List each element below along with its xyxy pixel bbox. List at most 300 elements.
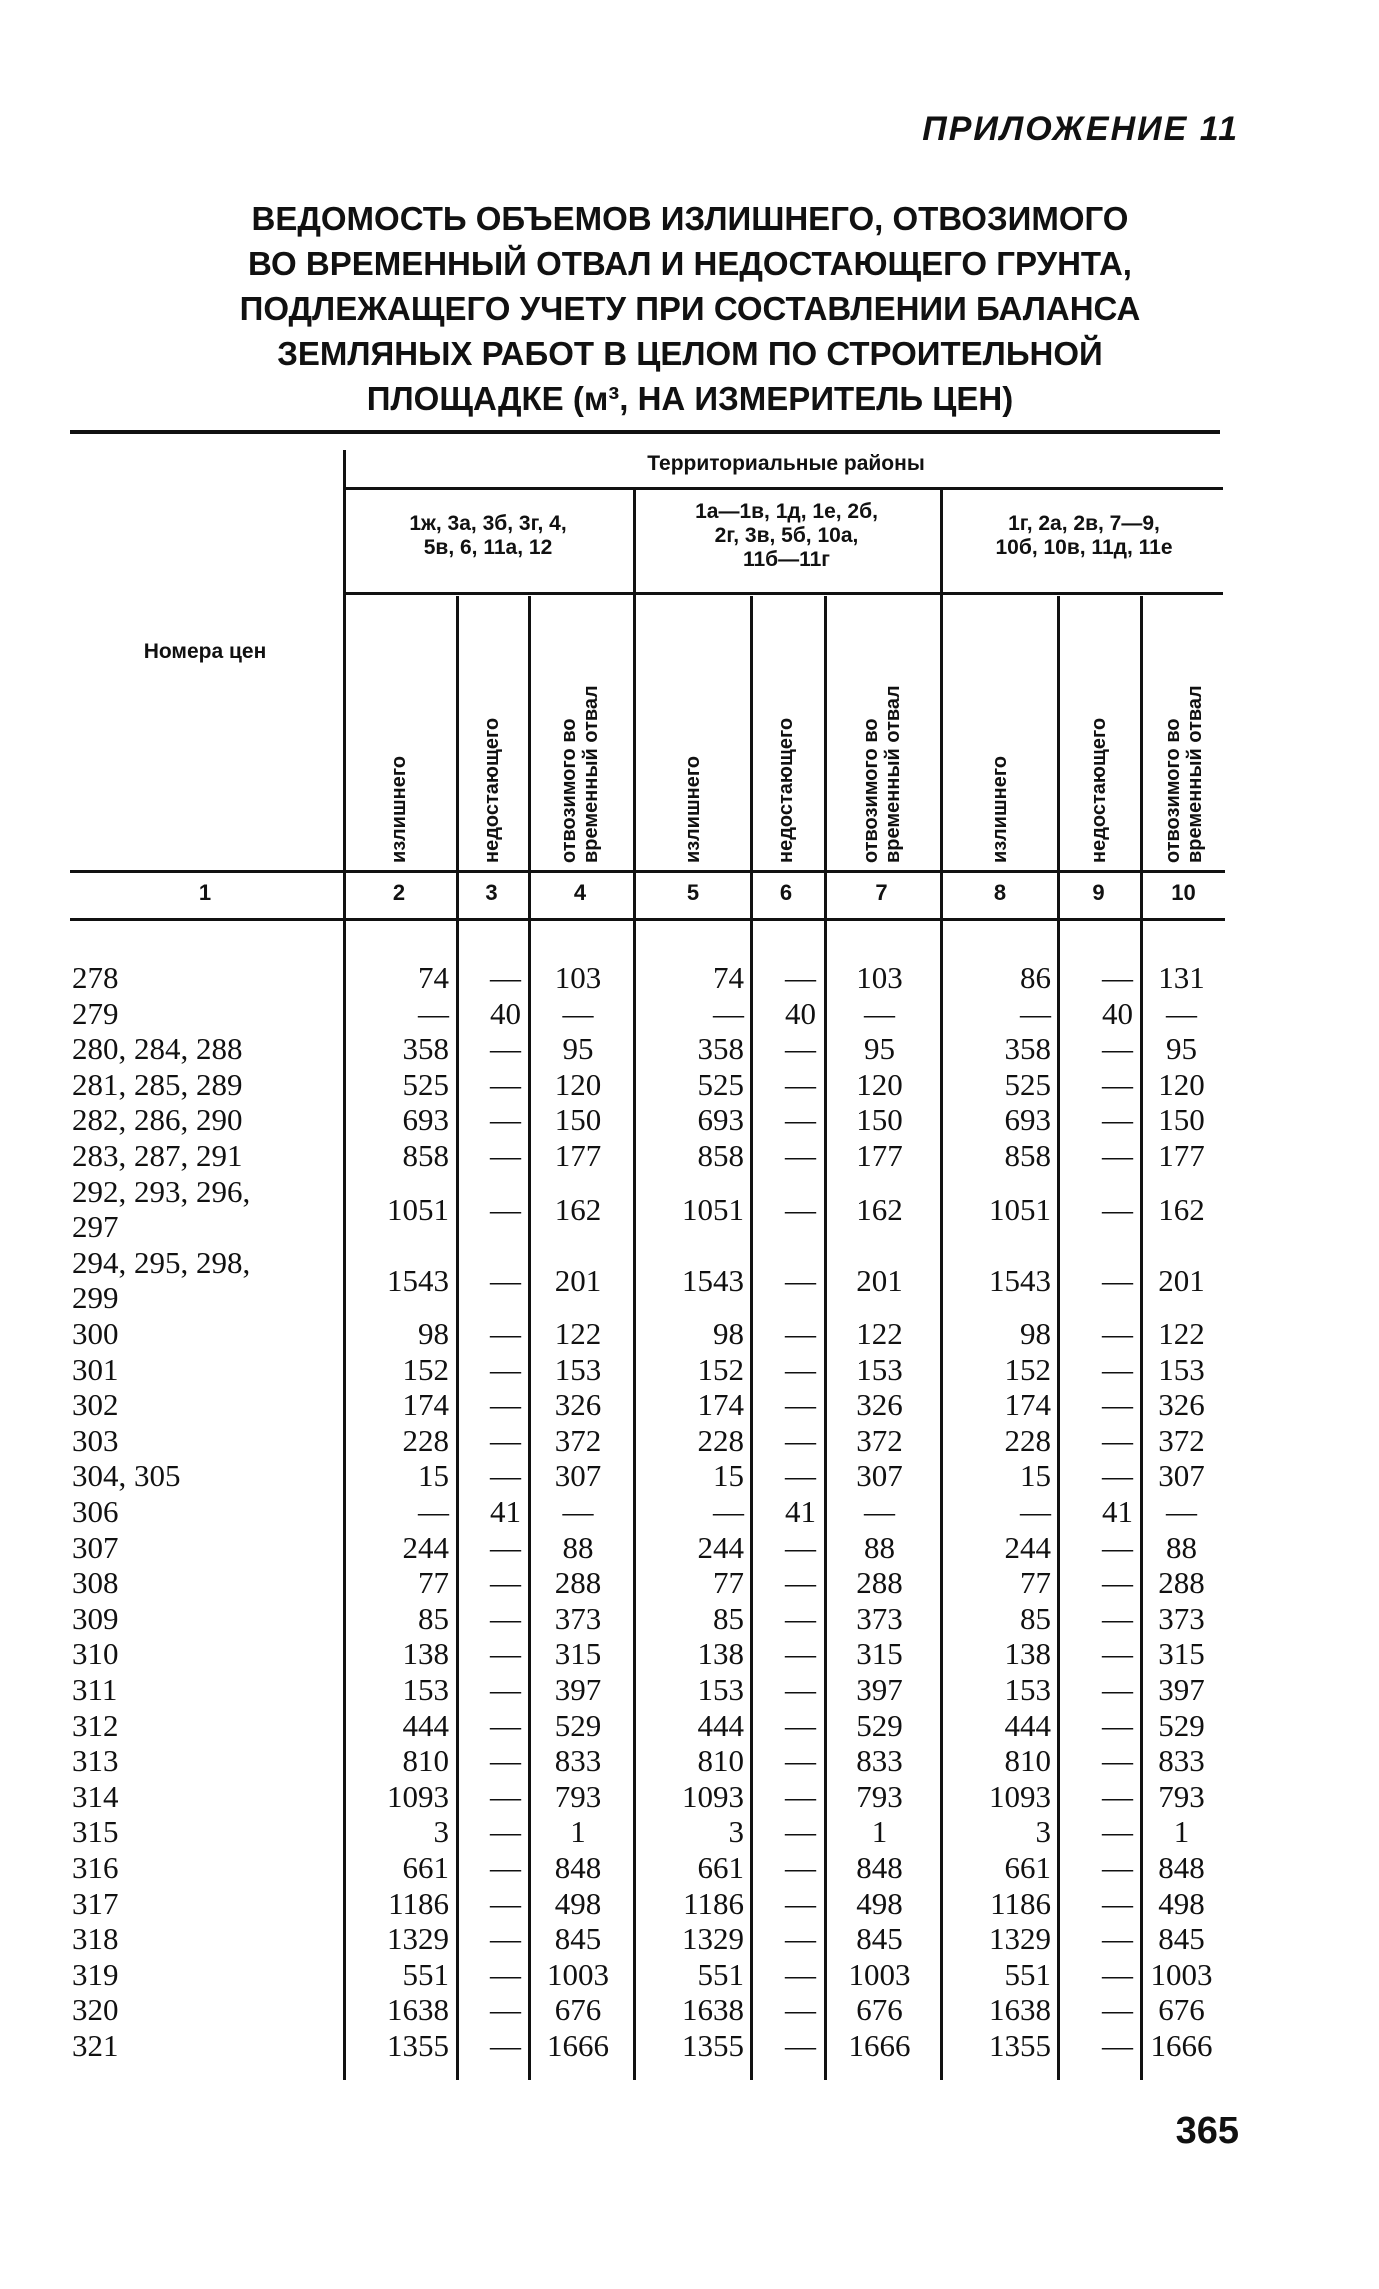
region-group-line: 2г, 3в, 5б, 10а, bbox=[714, 524, 859, 547]
removed-value: 74 bbox=[418, 960, 449, 995]
removed-value: 15 bbox=[418, 1458, 449, 1493]
excess-value: — bbox=[1102, 1814, 1133, 1849]
label-line: 321 bbox=[72, 2028, 119, 2063]
region-group-line: 5в, 6, 11а, 12 bbox=[423, 536, 553, 559]
shortage-value: — bbox=[864, 1494, 895, 1529]
removed-value: 1355 bbox=[387, 2028, 449, 2063]
shortage-value: 676 bbox=[856, 1992, 903, 2027]
shortage-value: — bbox=[864, 996, 895, 1031]
table-row bbox=[0, 1067, 1379, 1102]
label-line: 302 bbox=[72, 1387, 119, 1422]
table-row bbox=[0, 1458, 1379, 1493]
excess-value: — bbox=[1102, 1743, 1133, 1778]
shortage-value: 372 bbox=[554, 1423, 602, 1458]
removed-value: — bbox=[418, 1494, 449, 1529]
table-row bbox=[0, 1031, 1379, 1066]
excess-value: — bbox=[490, 1565, 521, 1600]
table-row bbox=[0, 1672, 1379, 1707]
removed-value: 153 bbox=[697, 1672, 744, 1707]
price-number-label bbox=[72, 1530, 119, 1565]
excess-value: — bbox=[785, 1458, 816, 1493]
price-number-label bbox=[72, 1494, 119, 1529]
removed-value: 98 bbox=[1020, 1316, 1051, 1351]
label-line: 297 bbox=[72, 1209, 119, 1244]
removed-value: 1543 bbox=[989, 1263, 1051, 1298]
excess-value: — bbox=[490, 1601, 521, 1636]
shortage-value: — bbox=[562, 1494, 594, 1529]
removed-value: 1543 bbox=[682, 1263, 744, 1298]
label-line: 313 bbox=[72, 1743, 119, 1778]
shortage-value: 162 bbox=[1158, 1192, 1205, 1227]
removed-value: 1329 bbox=[989, 1921, 1051, 1956]
shortage-value: 288 bbox=[856, 1565, 903, 1600]
removed-value: 15 bbox=[713, 1458, 744, 1493]
excess-value: — bbox=[490, 1102, 521, 1137]
sub-header-line: недостающего bbox=[775, 717, 797, 863]
table-row bbox=[0, 1245, 1379, 1315]
removed-value: 152 bbox=[1004, 1352, 1051, 1387]
shortage-value: 307 bbox=[1158, 1458, 1205, 1493]
removed-value: 77 bbox=[1020, 1565, 1051, 1600]
sub-header-line: временный отвал bbox=[580, 685, 602, 863]
removed-value: 444 bbox=[697, 1708, 744, 1743]
shortage-value: 95 bbox=[562, 1031, 594, 1066]
removed-value: 525 bbox=[1004, 1067, 1051, 1102]
removed-value: 85 bbox=[418, 1601, 449, 1636]
shortage-value: 307 bbox=[856, 1458, 903, 1493]
shortage-value: 150 bbox=[856, 1102, 903, 1137]
removed-value: 174 bbox=[697, 1387, 744, 1422]
removed-value: 98 bbox=[418, 1316, 449, 1351]
price-number-label bbox=[72, 1031, 243, 1066]
excess-value: — bbox=[490, 1957, 521, 1992]
table-row bbox=[0, 1743, 1379, 1778]
excess-value: — bbox=[490, 1263, 521, 1298]
label-line: 282, 286, 290 bbox=[72, 1102, 243, 1137]
removed-value: 85 bbox=[713, 1601, 744, 1636]
price-number-label bbox=[72, 1102, 243, 1137]
removed-value: 1543 bbox=[387, 1263, 449, 1298]
excess-value: — bbox=[785, 1992, 816, 2027]
removed-value: 1638 bbox=[387, 1992, 449, 2027]
header-rule bbox=[343, 487, 1223, 490]
removed-value: 244 bbox=[697, 1530, 744, 1565]
price-number-label bbox=[72, 1743, 119, 1778]
excess-value: 40 bbox=[490, 996, 521, 1031]
header-sub-removed bbox=[1162, 605, 1206, 863]
excess-value: — bbox=[1102, 1850, 1133, 1885]
price-number-label bbox=[72, 1672, 117, 1707]
shortage-value: 1003 bbox=[547, 1957, 609, 1992]
excess-value: — bbox=[490, 1192, 521, 1227]
shortage-value: 120 bbox=[554, 1067, 602, 1102]
removed-value: 1093 bbox=[682, 1779, 744, 1814]
shortage-value: 833 bbox=[1158, 1743, 1205, 1778]
label-line: 311 bbox=[72, 1672, 118, 1707]
label-line: 309 bbox=[72, 1601, 119, 1636]
shortage-value: 397 bbox=[1158, 1672, 1205, 1707]
price-number-label bbox=[72, 1886, 119, 1921]
table-row bbox=[0, 1992, 1379, 2027]
shortage-value: 122 bbox=[1158, 1316, 1205, 1351]
excess-value: — bbox=[785, 1138, 816, 1173]
header-rule bbox=[343, 592, 1223, 595]
excess-value: — bbox=[490, 1992, 521, 2027]
shortage-value: 1 bbox=[871, 1814, 888, 1849]
excess-value: — bbox=[1102, 1957, 1133, 1992]
price-number-label bbox=[72, 1138, 243, 1173]
shortage-value: 201 bbox=[554, 1263, 602, 1298]
header-sub-shortage bbox=[1088, 605, 1110, 863]
removed-value: 661 bbox=[402, 1850, 449, 1885]
removed-value: 1093 bbox=[989, 1779, 1051, 1814]
excess-value: — bbox=[785, 1921, 816, 1956]
removed-value: 3 bbox=[1035, 1814, 1051, 1849]
shortage-value: 1666 bbox=[848, 2028, 911, 2063]
label-line: 308 bbox=[72, 1565, 119, 1600]
header-rule bbox=[70, 918, 1225, 921]
table-row bbox=[0, 1565, 1379, 1600]
excess-value: — bbox=[490, 1067, 521, 1102]
removed-value: 858 bbox=[402, 1138, 449, 1173]
excess-value: — bbox=[785, 1779, 816, 1814]
removed-value: 1093 bbox=[387, 1779, 449, 1814]
removed-value: 1186 bbox=[683, 1886, 744, 1921]
header-region-group bbox=[943, 512, 1225, 560]
column-number: 6 bbox=[779, 880, 793, 905]
removed-value: 525 bbox=[402, 1067, 449, 1102]
price-number-label bbox=[72, 1957, 119, 1992]
excess-value: — bbox=[490, 1921, 521, 1956]
excess-value: 40 bbox=[1102, 996, 1133, 1031]
header-sub-removed bbox=[860, 605, 904, 863]
label-line: 283, 287, 291 bbox=[72, 1138, 243, 1173]
removed-value: 152 bbox=[697, 1352, 744, 1387]
table-row bbox=[0, 1886, 1379, 1921]
table-row bbox=[0, 1921, 1379, 1956]
price-number-label bbox=[72, 1850, 119, 1885]
shortage-value: 529 bbox=[554, 1708, 602, 1743]
shortage-value: 95 bbox=[864, 1031, 895, 1066]
removed-value: 551 bbox=[1004, 1957, 1051, 1992]
label-line: 317 bbox=[72, 1886, 119, 1921]
sub-header-line: отвозимого во bbox=[558, 718, 580, 863]
shortage-value: 372 bbox=[1158, 1423, 1205, 1458]
table-row bbox=[0, 1494, 1379, 1529]
table-row bbox=[0, 1601, 1379, 1636]
shortage-value: 373 bbox=[554, 1601, 602, 1636]
removed-value: 661 bbox=[697, 1850, 744, 1885]
removed-value: 1329 bbox=[682, 1921, 744, 1956]
shortage-value: 1666 bbox=[547, 2028, 609, 2063]
label-line: 301 bbox=[72, 1352, 119, 1387]
title-line: ПЛОЩАДКЕ (м³, НА ИЗМЕРИТЕЛЬ ЦЕН) bbox=[366, 380, 1014, 417]
shortage-value: 397 bbox=[554, 1672, 602, 1707]
price-number-label bbox=[72, 1352, 119, 1387]
header-territorial: Территориальные районы bbox=[647, 452, 925, 475]
shortage-value: 122 bbox=[856, 1316, 903, 1351]
excess-value: — bbox=[490, 1708, 521, 1743]
removed-value: — bbox=[418, 996, 449, 1031]
shortage-value: 201 bbox=[1158, 1263, 1205, 1298]
excess-value: 41 bbox=[490, 1494, 521, 1529]
label-line: 281, 285, 289 bbox=[72, 1067, 243, 1102]
removed-value: 444 bbox=[402, 1708, 449, 1743]
shortage-value: 397 bbox=[856, 1672, 903, 1707]
table-row bbox=[0, 1387, 1379, 1422]
column-number: 8 bbox=[993, 880, 1007, 905]
shortage-value: 833 bbox=[554, 1743, 602, 1778]
shortage-value: 833 bbox=[856, 1743, 903, 1778]
excess-value: — bbox=[785, 1850, 816, 1885]
removed-value: 228 bbox=[697, 1423, 744, 1458]
excess-value: — bbox=[785, 1192, 816, 1227]
shortage-value: 288 bbox=[1158, 1565, 1205, 1600]
price-number-label bbox=[72, 1067, 243, 1102]
label-line: 314 bbox=[72, 1779, 119, 1814]
excess-value: — bbox=[1102, 1138, 1133, 1173]
price-number-label bbox=[72, 1423, 119, 1458]
excess-value: 41 bbox=[1102, 1494, 1133, 1529]
region-group-line: 11б—11г bbox=[742, 548, 831, 571]
removed-value: 228 bbox=[402, 1423, 449, 1458]
removed-value: 3 bbox=[728, 1814, 744, 1849]
removed-value: 15 bbox=[1020, 1458, 1051, 1493]
shortage-value: 307 bbox=[554, 1458, 602, 1493]
removed-value: 1051 bbox=[682, 1192, 744, 1227]
shortage-value: 120 bbox=[856, 1067, 903, 1102]
table-row bbox=[0, 1850, 1379, 1885]
title-line: ПОДЛЕЖАЩЕГО УЧЕТУ ПРИ СОСТАВЛЕНИИ БАЛАНСА bbox=[239, 290, 1141, 327]
table-row bbox=[0, 1138, 1379, 1173]
sub-header-line: излишнего bbox=[388, 755, 410, 863]
shortage-value: 1 bbox=[570, 1814, 586, 1849]
excess-value: — bbox=[1102, 1530, 1133, 1565]
removed-value: 1329 bbox=[387, 1921, 449, 1956]
excess-value: — bbox=[785, 1423, 816, 1458]
removed-value: 858 bbox=[697, 1138, 744, 1173]
title-line: ВЕДОМОСТЬ ОБЪЕМОВ ИЗЛИШНЕГО, ОТВОЗИМОГО bbox=[251, 200, 1129, 237]
price-number-label bbox=[72, 1601, 119, 1636]
label-line: 300 bbox=[72, 1316, 119, 1351]
sub-header-line: недостающего bbox=[481, 717, 503, 863]
table-row bbox=[0, 2028, 1379, 2063]
excess-value: — bbox=[785, 1102, 816, 1137]
header-sub-removed bbox=[558, 605, 602, 863]
excess-value: — bbox=[1102, 2028, 1133, 2063]
header-sub-excess bbox=[388, 605, 410, 863]
removed-value: 85 bbox=[1020, 1601, 1051, 1636]
excess-value: — bbox=[1102, 1886, 1133, 1921]
sub-header-line: временный отвал bbox=[882, 685, 904, 863]
excess-value: — bbox=[1102, 1672, 1133, 1707]
removed-value: 551 bbox=[697, 1957, 744, 1992]
shortage-value: — bbox=[1166, 1494, 1197, 1529]
shortage-value: 373 bbox=[856, 1601, 903, 1636]
excess-value: — bbox=[1102, 1031, 1133, 1066]
removed-value: 244 bbox=[1004, 1530, 1051, 1565]
excess-value: — bbox=[785, 1565, 816, 1600]
excess-value: — bbox=[1102, 1708, 1133, 1743]
region-group-line: 10б, 10в, 11д, 11е bbox=[995, 536, 1173, 559]
removed-value: 810 bbox=[1004, 1743, 1051, 1778]
excess-value: — bbox=[1102, 1352, 1133, 1387]
excess-value: — bbox=[490, 1743, 521, 1778]
label-line: 320 bbox=[72, 1992, 119, 2027]
header-sub-excess bbox=[989, 605, 1011, 863]
shortage-value: 373 bbox=[1158, 1601, 1205, 1636]
removed-value: 1638 bbox=[989, 1992, 1051, 2027]
removed-value: — bbox=[1020, 996, 1051, 1031]
shortage-value: 88 bbox=[1166, 1530, 1197, 1565]
excess-value: — bbox=[1102, 1779, 1133, 1814]
table-row bbox=[0, 1352, 1379, 1387]
removed-value: 153 bbox=[402, 1672, 449, 1707]
excess-value: — bbox=[785, 1957, 816, 1992]
excess-value: — bbox=[785, 1031, 816, 1066]
shortage-value: 153 bbox=[554, 1352, 602, 1387]
excess-value: — bbox=[785, 960, 816, 995]
sub-header-line: излишнего bbox=[989, 755, 1011, 863]
excess-value: — bbox=[490, 960, 521, 995]
removed-value: 1051 bbox=[989, 1192, 1051, 1227]
shortage-value: 288 bbox=[554, 1565, 602, 1600]
page-number: 365 bbox=[1175, 2110, 1239, 2152]
shortage-value: 326 bbox=[554, 1387, 602, 1422]
removed-value: 1355 bbox=[989, 2028, 1051, 2063]
table-row bbox=[0, 996, 1379, 1031]
excess-value: 41 bbox=[785, 1494, 816, 1529]
sub-header-line: отвозимого во bbox=[860, 718, 882, 863]
appendix-label: ПРИЛОЖЕНИЕ 11 bbox=[922, 110, 1239, 148]
excess-value: — bbox=[1102, 1636, 1133, 1671]
shortage-value: 793 bbox=[856, 1779, 903, 1814]
shortage-value: 848 bbox=[1158, 1850, 1205, 1885]
shortage-value: 326 bbox=[856, 1387, 903, 1422]
removed-value: 661 bbox=[1004, 1850, 1051, 1885]
removed-value: 693 bbox=[402, 1102, 449, 1137]
shortage-value: 1003 bbox=[848, 1957, 911, 1992]
price-number-label bbox=[72, 1174, 250, 1244]
column-number: 1 bbox=[198, 880, 212, 905]
removed-value: 77 bbox=[713, 1565, 744, 1600]
table-row bbox=[0, 1174, 1379, 1244]
column-number: 7 bbox=[875, 880, 888, 905]
label-line: 312 bbox=[72, 1708, 119, 1743]
table-row bbox=[0, 1957, 1379, 1992]
excess-value: — bbox=[785, 1530, 816, 1565]
header-sub-shortage bbox=[775, 605, 797, 863]
price-number-label bbox=[72, 1316, 119, 1351]
table-row bbox=[0, 960, 1379, 995]
header-price-numbers: Номера цен bbox=[143, 640, 267, 663]
column-number: 2 bbox=[392, 880, 406, 905]
excess-value: — bbox=[490, 1316, 521, 1351]
excess-value: 40 bbox=[785, 996, 816, 1031]
excess-value: — bbox=[785, 2028, 816, 2063]
excess-value: — bbox=[1102, 1102, 1133, 1137]
label-line: 294, 295, 298, bbox=[72, 1245, 251, 1280]
removed-value: 1051 bbox=[387, 1192, 449, 1227]
label-line: 278 bbox=[72, 960, 119, 995]
excess-value: — bbox=[1102, 1192, 1133, 1227]
excess-value: — bbox=[1102, 1565, 1133, 1600]
shortage-value: 95 bbox=[1166, 1031, 1197, 1066]
shortage-value: 848 bbox=[856, 1850, 903, 1885]
excess-value: — bbox=[490, 1530, 521, 1565]
sub-header-line: временный отвал bbox=[1184, 685, 1206, 863]
excess-value: — bbox=[490, 1387, 521, 1422]
label-line: 292, 293, 296, bbox=[72, 1174, 251, 1209]
removed-value: — bbox=[713, 1494, 744, 1529]
removed-value: 3 bbox=[433, 1814, 449, 1849]
price-number-label bbox=[72, 1814, 119, 1849]
label-line: 315 bbox=[72, 1814, 119, 1849]
shortage-value: 372 bbox=[856, 1423, 903, 1458]
shortage-value: 793 bbox=[1158, 1779, 1205, 1814]
removed-value: 810 bbox=[697, 1743, 744, 1778]
shortage-value: 845 bbox=[554, 1921, 602, 1956]
header-sub-shortage bbox=[481, 605, 503, 863]
price-number-label bbox=[72, 1387, 119, 1422]
removed-value: 358 bbox=[697, 1031, 744, 1066]
table-row bbox=[0, 1779, 1379, 1814]
shortage-value: 676 bbox=[1158, 1992, 1205, 2027]
header-region-group bbox=[636, 500, 937, 572]
shortage-value: 150 bbox=[554, 1102, 602, 1137]
excess-value: — bbox=[1102, 1067, 1133, 1102]
shortage-value: 153 bbox=[1158, 1352, 1205, 1387]
price-number-label bbox=[72, 2028, 119, 2063]
label-line: 318 bbox=[72, 1921, 119, 1956]
removed-value: 244 bbox=[402, 1530, 449, 1565]
removed-value: 98 bbox=[713, 1316, 744, 1351]
header-region-group bbox=[346, 512, 630, 560]
document-title bbox=[110, 196, 1270, 421]
removed-value: 444 bbox=[1004, 1708, 1051, 1743]
removed-value: 86 bbox=[1020, 960, 1051, 995]
shortage-value: 177 bbox=[1158, 1138, 1205, 1173]
shortage-value: 1666 bbox=[1150, 2028, 1213, 2063]
removed-value: 1355 bbox=[682, 2028, 744, 2063]
excess-value: — bbox=[785, 1352, 816, 1387]
excess-value: — bbox=[785, 1067, 816, 1102]
price-number-label bbox=[72, 1565, 119, 1600]
shortage-value: 122 bbox=[554, 1316, 602, 1351]
excess-value: — bbox=[1102, 1992, 1133, 2027]
shortage-value: 529 bbox=[856, 1708, 903, 1743]
removed-value: 858 bbox=[1004, 1138, 1051, 1173]
price-number-label bbox=[72, 960, 119, 995]
label-line: 319 bbox=[72, 1957, 119, 1992]
price-number-label bbox=[72, 1992, 119, 2027]
excess-value: — bbox=[785, 1814, 816, 1849]
removed-value: 174 bbox=[1004, 1387, 1051, 1422]
removed-value: 77 bbox=[418, 1565, 449, 1600]
label-line: 303 bbox=[72, 1423, 119, 1458]
price-number-label bbox=[72, 1708, 119, 1743]
label-line: 306 bbox=[72, 1494, 119, 1529]
table-row bbox=[0, 1423, 1379, 1458]
table-row bbox=[0, 1316, 1379, 1351]
shortage-value: 315 bbox=[554, 1636, 602, 1671]
excess-value: — bbox=[785, 1387, 816, 1422]
removed-value: 153 bbox=[1004, 1672, 1051, 1707]
excess-value: — bbox=[785, 1636, 816, 1671]
excess-value: — bbox=[490, 1779, 521, 1814]
removed-value: 693 bbox=[1004, 1102, 1051, 1137]
excess-value: — bbox=[1102, 1601, 1133, 1636]
